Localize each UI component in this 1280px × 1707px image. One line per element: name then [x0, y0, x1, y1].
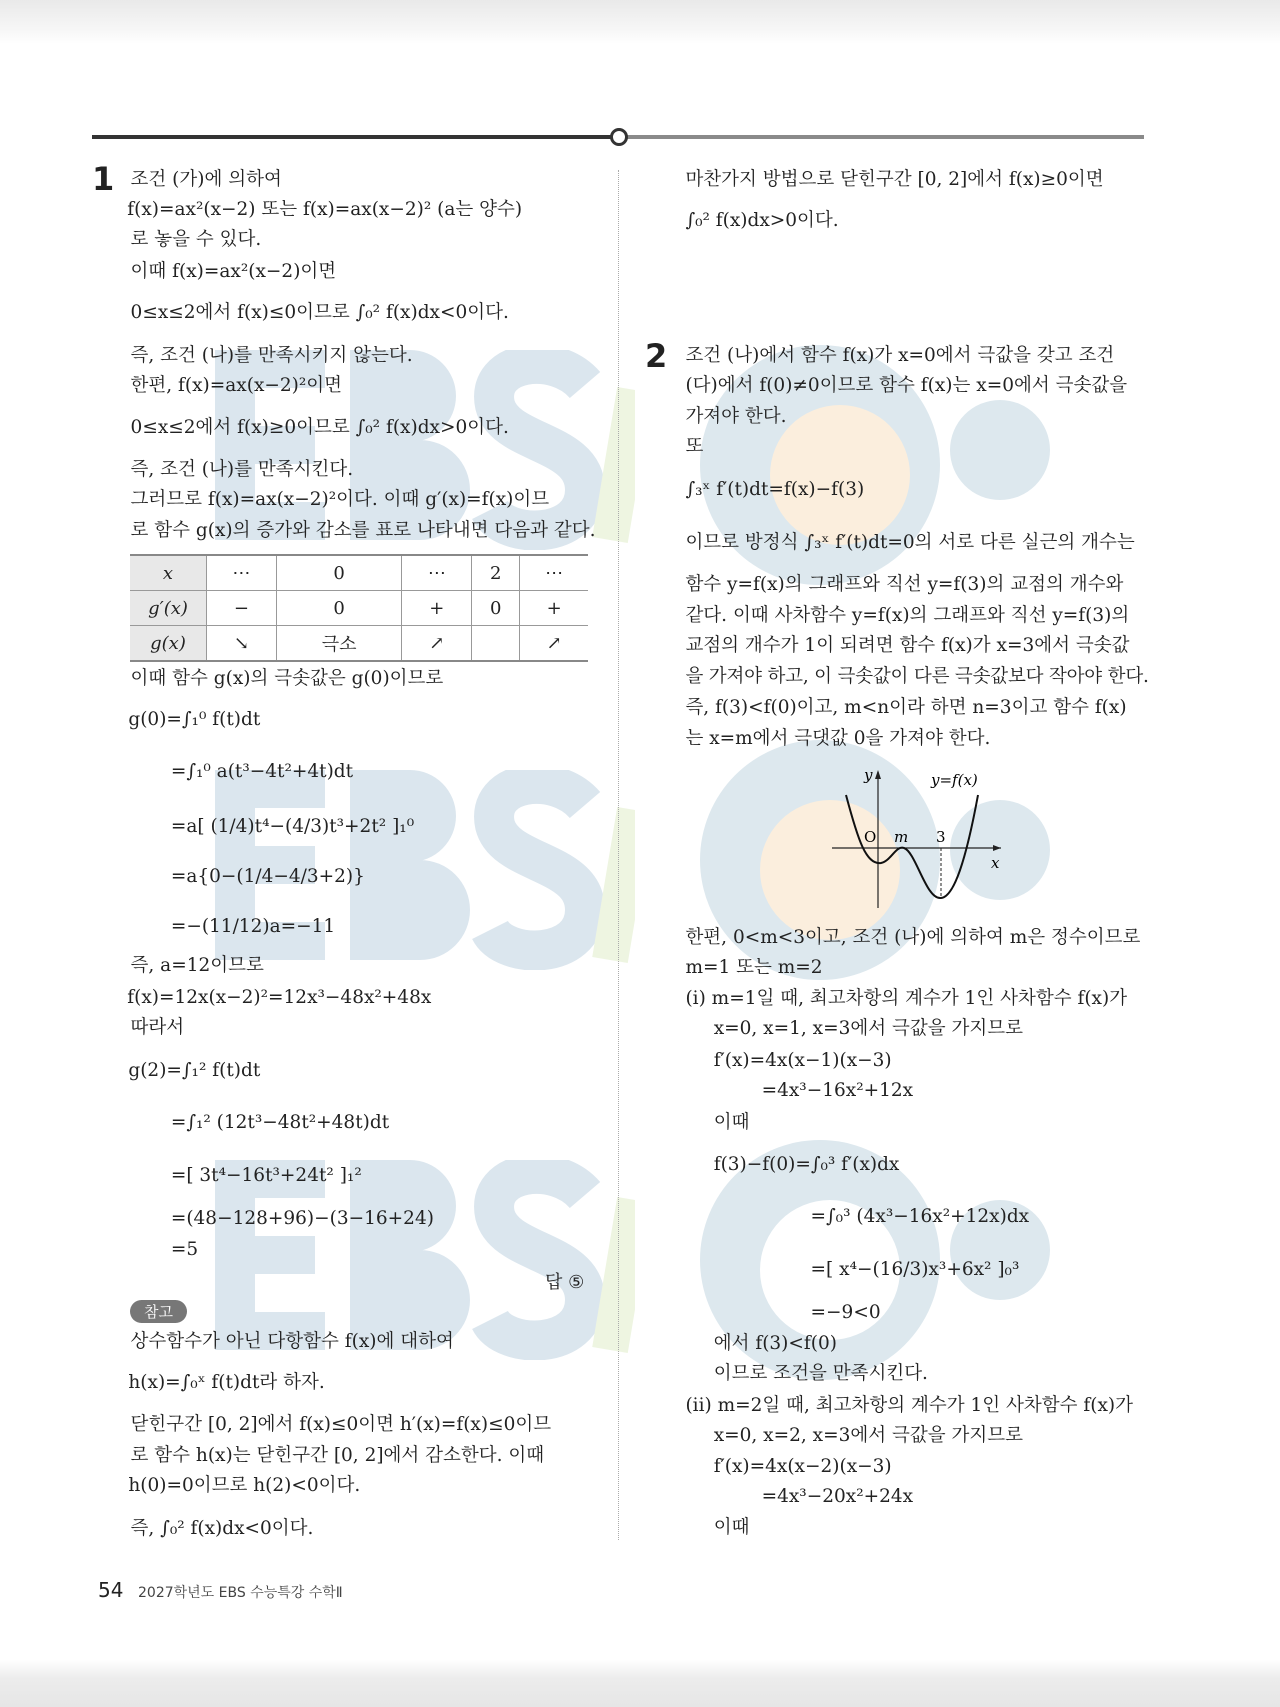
text-line: (다)에서 f(0)≠0이므로 함수 f(x)는 x=0에서 극솟값을 [685, 375, 1128, 397]
text-line: =4x³−20x²+24x [761, 1486, 914, 1508]
text-line: g(0)=∫₁⁰ f(t)dt [128, 709, 261, 731]
table-cell: 2 [472, 555, 520, 591]
text-line: 상수함수가 아닌 다항함수 f(x)에 대하여 [130, 1330, 454, 1352]
text-line: =[ 3t⁴−16t³+24t² ]₁² [170, 1165, 362, 1187]
note-badge: 참고 [130, 1300, 187, 1323]
table-cell: 0 [472, 591, 520, 626]
page-top-shadow [0, 0, 1280, 44]
sign-table [130, 554, 588, 662]
text-line: 이때 함수 g(x)의 극솟값은 g(0)이므로 [130, 667, 444, 689]
y-axis-arrow [875, 770, 881, 779]
text-line: 에서 f(3)<f(0) [713, 1332, 837, 1354]
text-line: 즉, f(3)<f(0)이고, m<n이라 하면 n=3이고 함수 f(x) [685, 697, 1127, 719]
text-line: 즉, 조건 (나)를 만족시키지 않는다. [130, 344, 413, 366]
curve-label: y=f(x) [931, 771, 978, 789]
table-cell: 0 [276, 591, 402, 626]
watermark-circle [950, 400, 1050, 500]
text-line: m=1 또는 m=2 [685, 957, 823, 979]
curve-y-f-x [846, 795, 978, 898]
text-line: 함수 y=f(x)의 그래프와 직선 y=f(3)의 교점의 개수와 [685, 574, 1124, 596]
function-graph [826, 760, 1006, 910]
text-line: 조건 (나)에서 함수 f(x)가 x=0에서 극값을 갖고 조건 [685, 344, 1115, 366]
table-row-header: g(x) [130, 626, 207, 662]
header-rule-left [92, 135, 612, 139]
text-line: h(0)=0이므로 h(2)<0이다. [128, 1475, 361, 1497]
table-cell: ⋯ [520, 555, 588, 591]
text-line: 한편, 0<m<3이고, 조건 (나)에 의하여 m은 정수이므로 [685, 926, 1141, 948]
text-line: 이므로 조건을 만족시킨다. [713, 1363, 928, 1385]
x-axis-arrow [993, 845, 1001, 851]
text-line: 는 x=m에서 극댓값 0을 가져야 한다. [685, 727, 991, 749]
text-line: g(2)=∫₁² f(t)dt [128, 1059, 261, 1081]
table-row-header: g′(x) [130, 591, 207, 626]
answer-mark: 답 ⑤ [545, 1272, 585, 1293]
column-divider [618, 170, 619, 1540]
page-number: 54 [98, 1578, 124, 1602]
text-line: 교점의 개수가 1이 되려면 함수 f(x)가 x=3에서 극솟값 [685, 635, 1130, 657]
problem-number: 1 [92, 160, 115, 198]
text-line: ∫₃ˣ f′(t)dt=f(x)−f(3) [685, 478, 865, 500]
table-cell: ↗ [520, 626, 588, 662]
text-line: 을 가져야 하고, 이 극솟값이 다른 극솟값보다 작아야 한다. [685, 665, 1149, 687]
text-line: =−(11/12)a=−11 [170, 915, 336, 937]
text-line: 가져야 한다. [685, 405, 787, 427]
text-line: 한편, f(x)=ax(x−2)²이면 [130, 375, 343, 397]
text-line: h(x)=∫₀ˣ f(t)dt라 하자. [128, 1371, 325, 1393]
text-line: x=0, x=1, x=3에서 극값을 가지므로 [713, 1018, 1023, 1040]
text-line: 로 놓을 수 있다. [130, 229, 262, 251]
m-label: m [894, 828, 909, 846]
table-row [130, 591, 588, 626]
text-line: f′(x)=4x(x−2)(x−3) [713, 1455, 892, 1477]
problem-number: 2 [645, 337, 668, 375]
text-line: 이때 [713, 1516, 750, 1538]
table-cell: 극소 [276, 626, 402, 662]
table-row [130, 555, 588, 591]
text-line: 또 [685, 436, 704, 458]
text-line: 0≤x≤2에서 f(x)≥0이므로 ∫₀² f(x)dx>0이다. [130, 416, 509, 438]
table-cell: − [207, 591, 277, 626]
text-line: 따라서 [130, 1017, 185, 1039]
text-line: =5 [170, 1239, 199, 1261]
text-line: 마찬가지 방법으로 닫힌구간 [0, 2]에서 f(x)≥0이면 [685, 168, 1104, 190]
text-line: 이므로 방정식 ∫₃ˣ f′(t)dt=0의 서로 다른 실근의 개수는 [685, 531, 1135, 553]
text-line: f(x)=12x(x−2)²=12x³−48x²+48x [127, 986, 432, 1008]
text-line: 로 함수 h(x)는 닫힌구간 [0, 2]에서 감소한다. 이때 [130, 1444, 545, 1466]
table-cell: ⋯ [402, 555, 472, 591]
text-line: f′(x)=4x(x−1)(x−3) [713, 1049, 892, 1071]
x-axis-label: x [991, 854, 1000, 872]
text-line: 0≤x≤2에서 f(x)≤0이므로 ∫₀² f(x)dx<0이다. [130, 302, 509, 324]
text-line: 닫힌구간 [0, 2]에서 f(x)≤0이면 h′(x)=f(x)≤0이므 [130, 1414, 552, 1436]
text-line: =[ x⁴−(16/3)x³+6x² ]₀³ [810, 1258, 1020, 1280]
text-line: =a[ (1/4)t⁴−(4/3)t³+2t² ]₁⁰ [170, 815, 415, 837]
text-line: =∫₀³ (4x³−16x²+12x)dx [810, 1206, 1030, 1228]
text-line: f(x)=ax²(x−2) 또는 f(x)=ax(x−2)² (a는 양수) [127, 198, 523, 220]
text-line: 그러므로 f(x)=ax(x−2)²이다. 이때 g′(x)=f(x)이므 [130, 489, 550, 511]
y-axis-label: y [864, 766, 873, 784]
text-line: 이때 f(x)=ax²(x−2)이면 [130, 261, 337, 282]
table-cell: + [402, 591, 472, 626]
page-bottom-shadow [0, 1660, 1280, 1707]
text-line: 로 함수 g(x)의 증가와 감소를 표로 나타내면 다음과 같다. [130, 519, 596, 541]
book-title: 2027학년도 EBS 수능특강 수학Ⅱ [138, 1585, 343, 1601]
table-cell [472, 626, 520, 662]
three-label: 3 [936, 828, 946, 846]
text-line: ∫₀² f(x)dx>0이다. [685, 209, 839, 231]
text-line: (ii) m=2일 때, 최고차항의 계수가 1인 사차함수 f(x)가 [685, 1394, 1133, 1416]
text-line: f(3)−f(0)=∫₀³ f′(x)dx [713, 1154, 900, 1176]
text-line: 이때 [713, 1111, 750, 1133]
text-line: 즉, 조건 (나)를 만족시킨다. [130, 459, 354, 481]
header-rule-right [624, 135, 1144, 139]
text-line: x=0, x=2, x=3에서 극값을 가지므로 [713, 1425, 1023, 1447]
text-line: 같다. 이때 사차함수 y=f(x)의 그래프와 직선 y=f(3)의 [685, 604, 1130, 626]
watermark-circle [770, 405, 910, 545]
table-row [130, 626, 588, 662]
origin-label: O [864, 828, 877, 846]
text-line: =∫₁⁰ a(t³−4t²+4t)dt [170, 761, 354, 783]
text-line: =4x³−16x²+12x [761, 1080, 914, 1102]
text-line: 즉, a=12이므로 [130, 955, 264, 977]
table-cell: + [520, 591, 588, 626]
table-row-header: x [130, 555, 207, 591]
header-rule-marker [610, 128, 628, 146]
text-line: 조건 (가)에 의하여 [130, 168, 282, 190]
table-cell: ⋯ [207, 555, 277, 591]
table-cell: ↘ [207, 626, 277, 662]
table-cell: ↗ [402, 626, 472, 662]
text-line: =(48−128+96)−(3−16+24) [170, 1207, 434, 1229]
text-line: =∫₁² (12t³−48t²+48t)dt [170, 1111, 390, 1133]
text-line: =a{0−(1/4−4/3+2)} [170, 865, 365, 887]
text-line: (i) m=1일 때, 최고차항의 계수가 1인 사차함수 f(x)가 [685, 987, 1128, 1009]
text-line: =−9<0 [810, 1302, 881, 1324]
text-line: 즉, ∫₀² f(x)dx<0이다. [130, 1517, 314, 1539]
table-cell: 0 [276, 555, 402, 591]
